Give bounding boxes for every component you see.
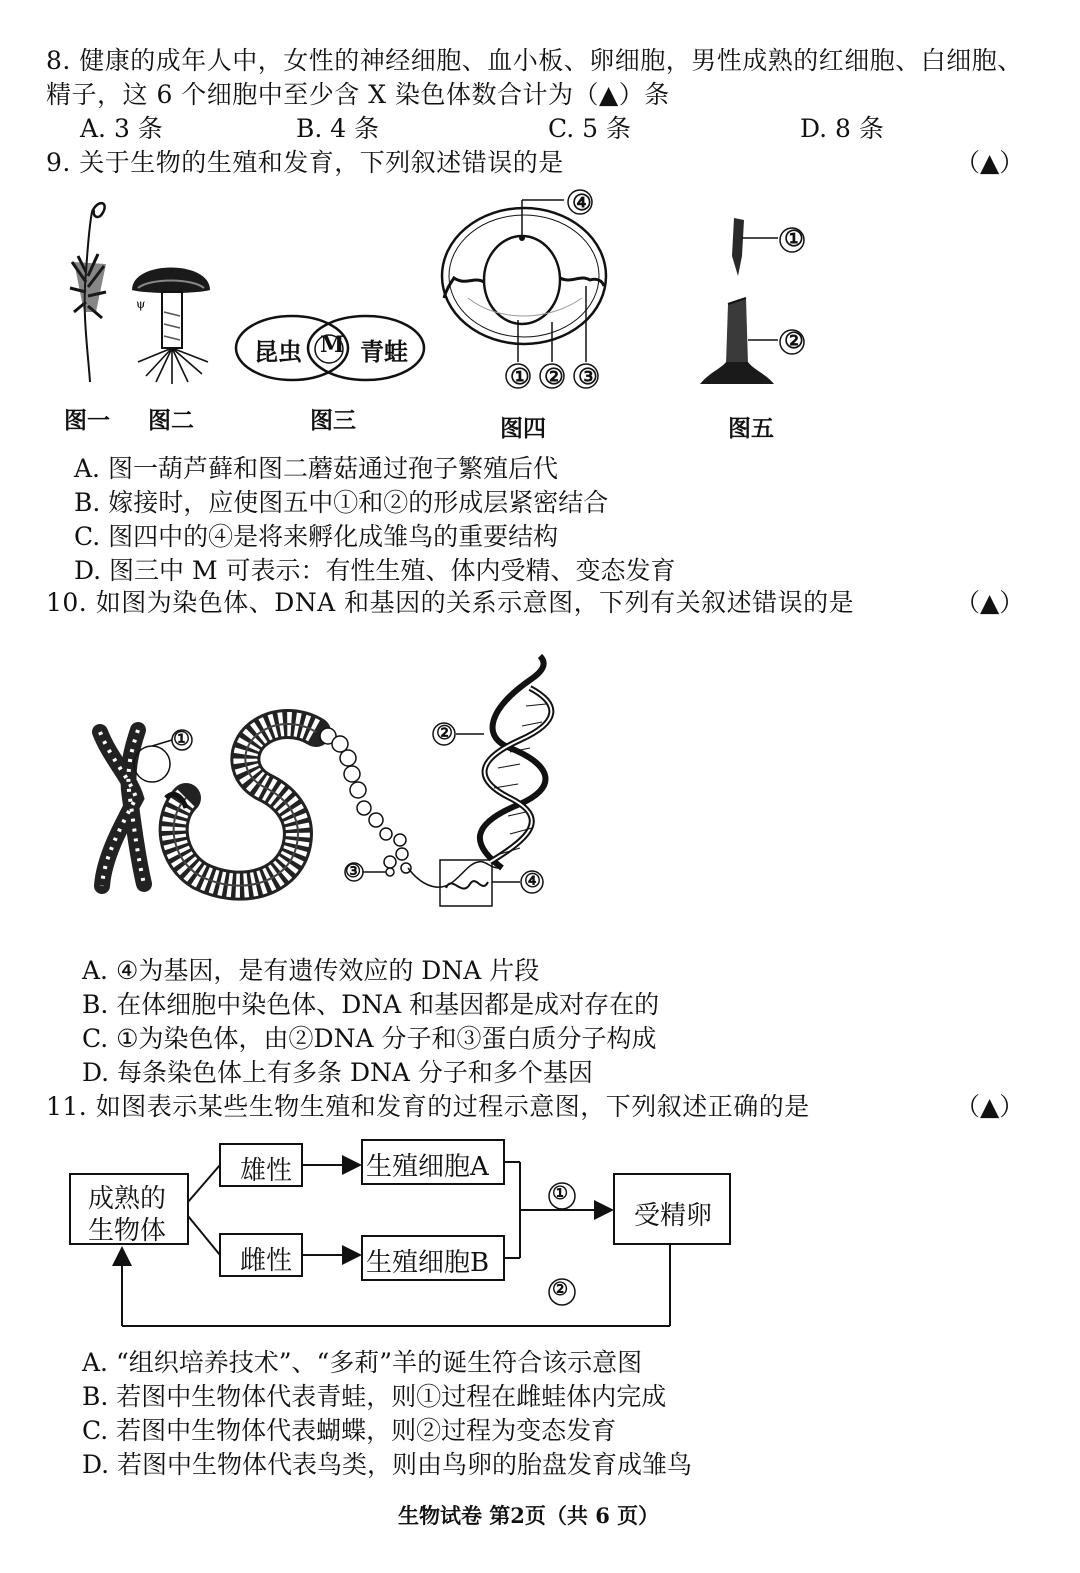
figure-moss	[60, 192, 120, 392]
q8-stem-line1: 8. 健康的成年人中，女性的神经细胞、血小板、卵细胞，男性成熟的红细胞、白细胞、	[46, 46, 1023, 75]
q8-option-b: B. 4 条	[296, 114, 380, 143]
flow-zygote: 受精卵	[634, 1201, 713, 1231]
flow-step-1: ①	[552, 1183, 569, 1204]
flow-organism-line2: 生物体	[88, 1216, 167, 1246]
q9-option-a: A. 图一葫芦藓和图二蘑菇通过孢子繁殖后代	[74, 454, 558, 483]
q10-option-d: D. 每条染色体上有多条 DNA 分子和多个基因	[82, 1058, 593, 1087]
caption-figure1: 图一	[64, 407, 110, 434]
caption-figure4: 图四	[500, 415, 546, 442]
q10-option-a: A. ④为基因，是有遗传效应的 DNA 片段	[82, 956, 540, 985]
q11-option-a: A. “组织培养技术”、“多莉”羊的诞生符合该示意图	[82, 1348, 643, 1377]
q11-stem: 11. 如图表示某些生物生殖和发育的过程示意图，下列叙述正确的是	[46, 1092, 810, 1121]
flow-cell-b: 生殖细胞B	[366, 1248, 490, 1278]
q10-label-3: ③	[345, 861, 362, 882]
q10-option-b: B. 在体细胞中染色体、DNA 和基因都是成对存在的	[82, 990, 660, 1019]
q9-answer-mark: （▲）	[955, 148, 1025, 177]
q11-option-b: B. 若图中生物体代表青蛙，则①过程在雌蛙体内完成	[82, 1382, 667, 1411]
venn-left-label: 昆虫	[254, 337, 302, 366]
caption-figure2: 图二	[148, 407, 194, 434]
q10-answer-mark: （▲）	[955, 588, 1025, 617]
q10-label-4: ④	[524, 870, 542, 892]
venn-right-label: 青蛙	[360, 337, 408, 366]
graft-label-1: ①	[784, 226, 804, 252]
figure-chromosome-dna	[90, 648, 570, 912]
q9-option-c: C. 图四中的④是将来孵化成雏鸟的重要结构	[74, 522, 559, 551]
q8-option-d: D. 8 条	[800, 114, 884, 143]
caption-figure5: 图五	[728, 415, 774, 442]
q9-stem: 9. 关于生物的生殖和发育，下列叙述错误的是	[46, 148, 564, 177]
q11-option-d: D. 若图中生物体代表鸟类，则由鸟卵的胎盘发育成雏鸟	[82, 1450, 693, 1479]
q11-option-c: C. 若图中生物体代表蝴蝶，则②过程为变态发育	[82, 1416, 617, 1445]
q10-stem: 10. 如图为染色体、DNA 和基因的关系示意图，下列有关叙述错误的是	[46, 588, 855, 617]
flow-cell-a: 生殖细胞A	[366, 1152, 489, 1182]
q10-option-c: C. ①为染色体，由②DNA 分子和③蛋白质分子构成	[82, 1024, 657, 1053]
q9-option-b: B. 嫁接时，应使图五中①和②的形成层紧密结合	[74, 488, 609, 517]
flow-step-2: ②	[552, 1279, 569, 1300]
caption-figure3: 图三	[310, 407, 356, 434]
q11-answer-mark: （▲）	[955, 1092, 1025, 1121]
q10-label-1: ①	[173, 728, 191, 750]
venn-center-label: M	[320, 332, 345, 358]
egg-label-2: ②	[544, 364, 564, 390]
egg-label-3: ③	[578, 364, 598, 390]
q8-option-c: C. 5 条	[548, 114, 631, 143]
q9-option-d: D. 图三中 M 可表示：有性生殖、体内受精、变态发育	[74, 556, 676, 585]
figure-mushroom	[126, 252, 216, 387]
page-footer: 生物试卷 第2页（共 6 页）	[398, 1503, 660, 1528]
flow-male: 雄性	[240, 1156, 293, 1186]
flow-female: 雌性	[240, 1246, 293, 1276]
egg-label-4: ④	[572, 190, 592, 216]
q8-option-a: A. 3 条	[80, 114, 163, 143]
egg-label-1: ①	[510, 364, 530, 390]
flow-organism-line1: 成熟的	[88, 1184, 167, 1214]
graft-label-2: ②	[784, 328, 804, 354]
svg-text:ψ: ψ	[136, 297, 146, 311]
q8-stem-line2: 精子，这 6 个细胞中至少含 X 染色体数合计为（▲）条	[46, 80, 670, 109]
q10-label-2: ②	[436, 722, 454, 744]
